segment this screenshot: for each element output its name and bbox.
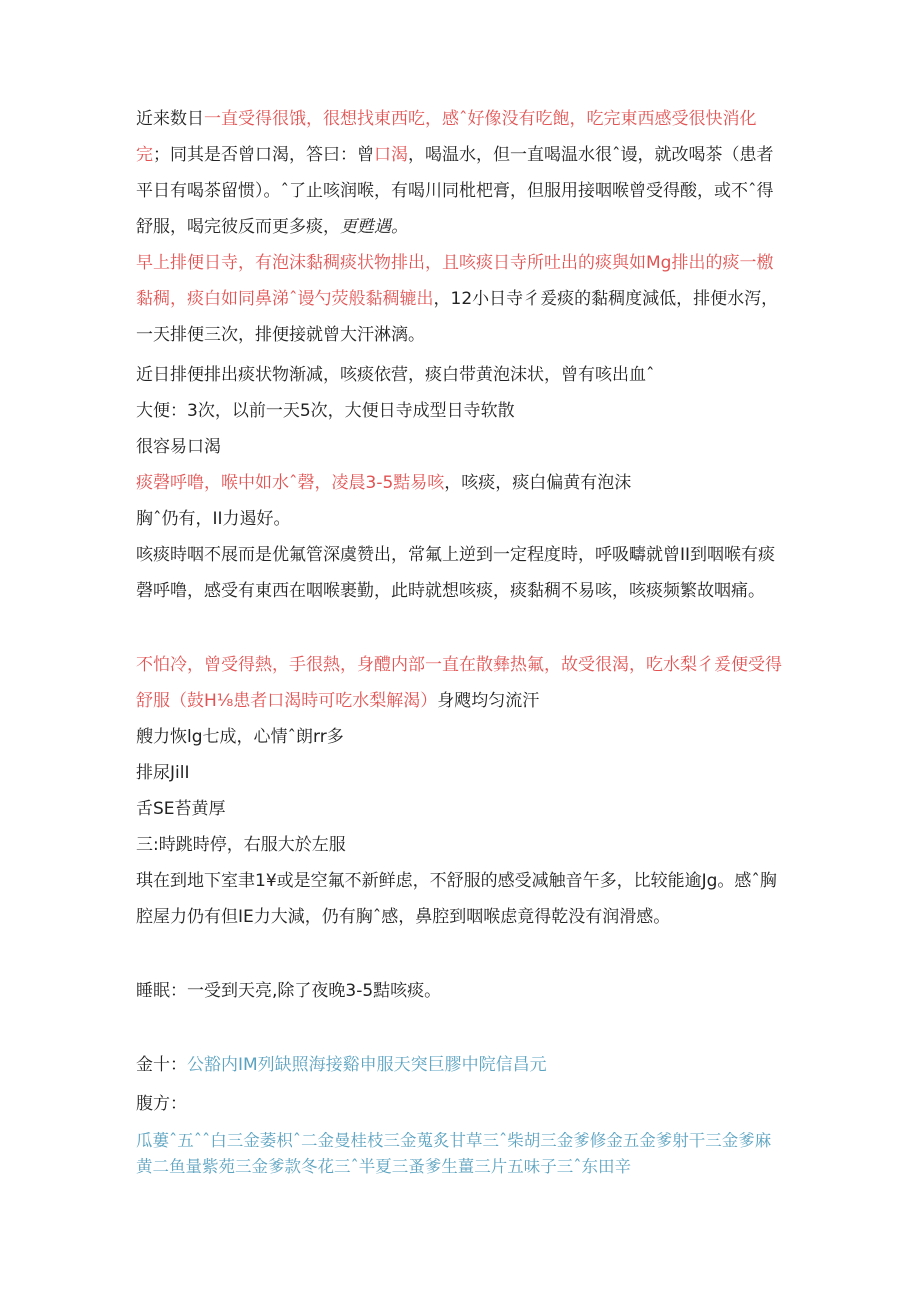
paragraph-thirst: 很容易口渴 (136, 437, 221, 457)
paragraph-bowel: 大便：3次，以前一天5次，大便日寺成型日寺软散 (136, 401, 515, 421)
paragraph-pulse: 三:時跳時停，右服大於左服 (136, 835, 346, 855)
paragraph-herbal-recipe: 瓜蔞ˆ五ˆˆ白三金萎枳ˆ二金曼桂枝三金蒐炙甘草三ˆ柴胡三金爹修金五金爹射干三金爹麻黄二鱼量紫苑三金爹款冬花三ˆ半夏三蚤爹生薑三片五味子三ˆ东田辛 (136, 1131, 772, 1176)
paragraph-heat: 不怕冷，曾受得熱，手很熱，身醴内部一直在散彝热氟，故受很渴，吃水梨彳爰便受得舒服（鼓H⅛患者口渴時可吃水梨解渴）身飕均匀流汗 (136, 655, 782, 711)
paragraph-basement: 琪在到地下室聿1¥或是空氟不新鲜虑，不舒服的感受减触音午多，比较能逾Jg。感ˆ胸腔屋力仍有但IE力大減，仍有胸ˆ感，鼻腔到咽喉虑竟得乾没有润滑感。 (136, 871, 777, 927)
paragraph-recent-days: 近来数日一直受得很饿，很想找東西吃，感ˆ好像没有吃飽，吃完東西感受很快消化完；同其是否曾口渴，答曰：曾口渴，喝温水，但一直喝温水很ˆ谩，就改喝茶（患者平日有喝茶留惯）。ˆ了止咳润喉，有喝川同枇杷膏，但服用接咽喉曾受得酸，或不ˆ得舒服，喝完彼反而更多痰，更甦遇。 (136, 109, 774, 237)
paragraph-cough-detail: 咳痰時咽不展而是优氟管深虞赞出，常氟上逆到一定程度時，呼吸疇就曾II到咽喉有痰磬呼噜，感受有東西在咽喉裹勤，此時就想咳痰，痰黏稠不易咳，咳痰频繁故咽痛。 (136, 545, 776, 601)
paragraph-chest: 胸ˆ仍有，II力遏好。 (136, 509, 291, 529)
paragraph-phlegm-decrease: 近日排便排出痰状物渐减，咳痰依营，痰白带黄泡沫状，曾有咳出血ˆ (136, 365, 655, 385)
paragraph-acupuncture: 金十：公豁内IM列缺照海接谿申服天突巨膠中院信昌元 (136, 1055, 547, 1075)
paragraph-prescription-label: 腹方： (136, 1094, 187, 1114)
paragraph-tongue: 舌SE苔黄厚 (136, 799, 226, 819)
paragraph-sleep: 睡眠：一受到天亮,除了夜晚3-5黠咳痰。 (136, 981, 442, 1001)
paragraph-morning-stool: 早上排便日寺，有泡沫黏稠痰状物排出，且咳痰日寺所吐出的痰與如Mg排出的痰一檄黏稠，痰白如同鼻涕ˆ谩勺荧般黏稠辘出，12小日寺彳爰痰的黏稠度減低，排便水泻，一天排便三次，排便接就曾大汗淋漓。 (136, 253, 779, 345)
paragraph-urine: 排尿JilI (136, 763, 190, 783)
paragraph-phlegm-sound: 痰磬呼噜，喉中如水ˆ磬，凌晨3-5黠易咳，咳痰，痰白偏黄有泡沫 (136, 473, 632, 493)
paragraph-energy: 艘力恢lg七成，心情ˆ朗rr多 (136, 727, 344, 747)
